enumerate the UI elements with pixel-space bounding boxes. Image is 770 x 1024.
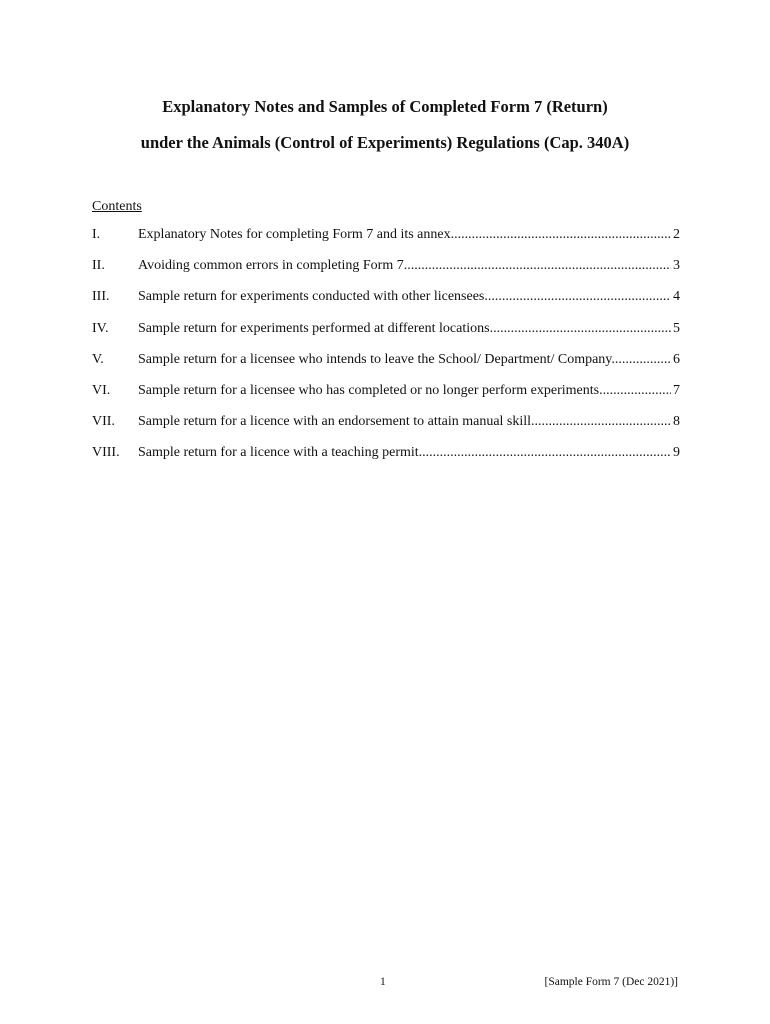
document-title-line-1: Explanatory Notes and Samples of Completed Form 7 (Return) <box>162 97 608 116</box>
toc-dot-leader <box>615 351 671 369</box>
toc-entry-title: Avoiding common errors in completing Form 7 <box>138 258 404 274</box>
toc-entry-page: 9 <box>673 445 680 461</box>
toc-entry-title: Sample return for a licence with a teaching permit <box>138 445 419 461</box>
toc-entry-6[interactable] <box>92 382 680 413</box>
toc-entry-page: 5 <box>673 320 680 336</box>
toc-entry-number: VIII. <box>92 445 120 461</box>
toc-dot-leader <box>599 382 671 400</box>
toc-entry-number: I. <box>92 227 101 242</box>
contents-heading: Contents <box>92 199 142 214</box>
toc-entry-page: 4 <box>673 289 680 305</box>
toc-entry-page: 6 <box>673 351 680 367</box>
toc-entry-number: VI. <box>92 382 111 398</box>
toc-dot-leader <box>490 320 671 338</box>
toc-dot-leader <box>451 226 671 244</box>
toc-dot-leader <box>531 413 671 431</box>
toc-dot-leader <box>484 288 671 306</box>
toc-entry-4[interactable] <box>92 320 680 351</box>
toc-dot-leader <box>419 444 671 462</box>
toc-entry-title: Sample return for a licensee who intends to leave the School/ Department/ Company. <box>138 351 615 367</box>
toc-dot-leader <box>404 257 671 275</box>
toc-entry-number: VII. <box>92 414 115 430</box>
toc-entry-title: Explanatory Notes for completing Form 7 and its annex <box>138 227 451 242</box>
toc-entry-title: Sample return for experiments conducted with other licensees <box>138 289 485 305</box>
toc-entry-number: IV. <box>92 320 109 336</box>
toc-entry-title: Sample return for a licence with an endorsement to attain manual skill <box>138 414 532 430</box>
toc-entry-number: V. <box>92 351 104 367</box>
toc-entry-number: II. <box>92 258 105 274</box>
toc-entry-number: III. <box>92 289 110 305</box>
toc-entry-7[interactable] <box>92 413 680 444</box>
toc-entry-page: 7 <box>673 382 680 398</box>
toc-entry-page: 8 <box>673 414 680 430</box>
toc-entry-page: 3 <box>673 258 680 274</box>
toc-entry-page: 2 <box>673 227 680 242</box>
footer-page-number: 1 <box>380 976 386 988</box>
footer-reference: [Sample Form 7 (Dec 2021)] <box>544 976 678 988</box>
toc-entry-title: Sample return for experiments performed at different locations <box>138 320 490 336</box>
document-title-line-2: under the Animals (Control of Experiments) Regulations (Cap. 340A) <box>140 133 630 152</box>
toc-entry-8[interactable] <box>92 444 680 475</box>
toc-entry-title: Sample return for a licensee who has completed or no longer perform experiments <box>138 382 600 398</box>
table-of-contents <box>92 226 680 476</box>
toc-entry-3[interactable] <box>92 288 680 319</box>
toc-entry-5[interactable] <box>92 351 680 382</box>
toc-entry-2[interactable] <box>92 257 680 288</box>
toc-entry-1[interactable] <box>92 226 680 257</box>
